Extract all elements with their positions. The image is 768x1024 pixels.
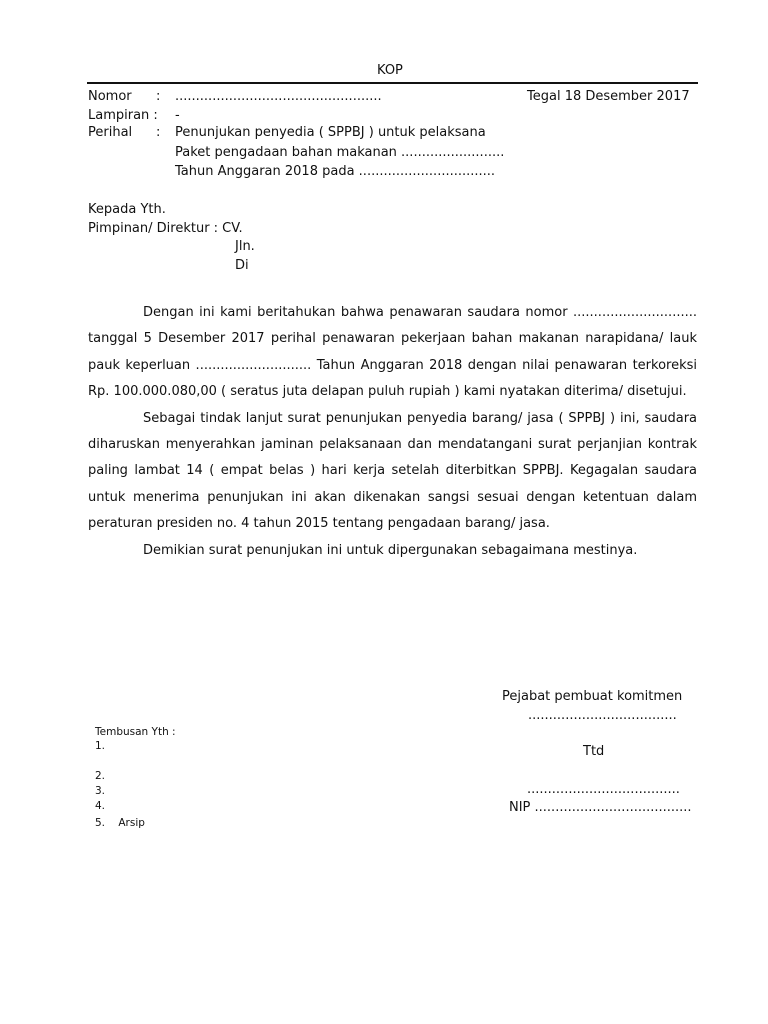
perihal-label: Perihal [88,125,133,140]
tembusan-item: 1. [95,740,106,752]
letter-date: Tegal 18 Desember 2017 [527,89,690,104]
nomor-label: Nomor [88,89,132,104]
signatory-title: Pejabat pembuat komitmen [502,689,683,704]
letterhead-rule [87,82,698,84]
tembusan-item: 2. [95,770,106,782]
signatory-unit-dots: .................................... [528,708,677,723]
perihal-line: Tahun Anggaran 2018 pada ................................. [175,164,496,179]
lampiran-label: Lampiran : [88,108,158,123]
body-paragraph: Sebagai tindak lanjut surat penunjukan penyedia barang/ jasa ( SPPBJ ) ini, saudara diharuskan menyerahkan jaminan pelaksanaan dan mendatangani surat perjanjian kontrak paling lambat 14 ( empat belas ) hari kerja setelah diterbitkan SPPBJ. Kegagalan saudara untuk menerima penunjukan ini akan dikenakan sangsi sesuai dengan ketentuan dalam peraturan presiden no. 4 tahun 2015 tentang pengadaan barang/ jasa. [88,410,697,532]
perihal-line: Paket pengadaan bahan makanan ......................... [175,145,505,160]
letterhead-placeholder: KOP [377,63,403,78]
recipient-address: Jln. [235,239,255,254]
body-paragraph: Demikian surat penunjukan ini untuk dipergunakan sebagaimana mestinya. [143,542,638,558]
signatory-name-dots: ..................................... [527,782,680,797]
recipient-director: Pimpinan/ Direktur : CV. [88,221,243,236]
signature-ttd: Ttd [583,744,605,759]
tembusan-item: 3. [95,785,106,797]
signatory-nip: NIP ...................................... [509,800,692,815]
letter-body [88,300,697,564]
nomor-colon: : [156,89,161,104]
perihal-colon: : [156,125,161,140]
tembusan-item: 4. [95,800,106,812]
body-paragraph: Dengan ini kami beritahukan bahwa penawaran saudara nomor .............................. tanggal 5 Desember 2017 perihal penawaran pekerjaan bahan makanan narapidana/ lauk pauk keperluan ............................ Tahun Anggaran 2018 dengan nilai penawaran terkoreksi Rp. 100.000.080,00 ( seratus juta delapan puluh rupiah ) kami nyatakan diterima/ disetujui. [88,305,697,400]
tembusan-title: Tembusan Yth : [95,726,176,738]
tembusan-item: 5. Arsip [95,817,145,829]
nomor-value: .................................................. [175,89,382,104]
perihal-line: Penunjukan penyedia ( SPPBJ ) untuk pelaksana [175,125,486,140]
recipient-location: Di [235,258,249,273]
lampiran-value: - [175,108,180,123]
recipient-salutation: Kepada Yth. [88,202,166,217]
